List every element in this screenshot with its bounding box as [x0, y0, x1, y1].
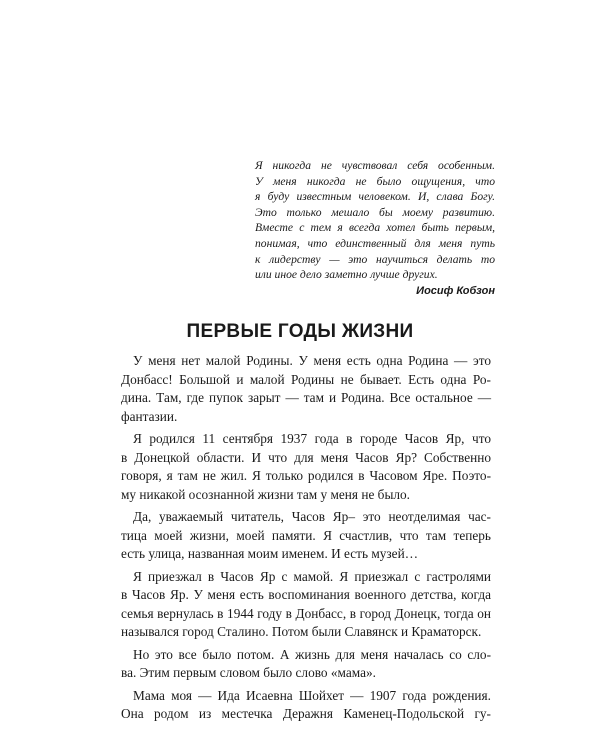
epigraph-line: или иное дело заметно лучше других. — [255, 268, 438, 282]
text-line: му никакой осознанной жизни там у меня не было. — [121, 486, 410, 502]
paragraph — [121, 646, 491, 683]
text-line: тица моей жизни, моей памяти. Я счастлив, что там теперь — [121, 527, 491, 543]
epigraph-line: к лидерству — это научиться делать то — [255, 252, 495, 266]
text-line: дина. Там, где пупок зарыт — там и Родина. Все остальное — — [121, 390, 491, 405]
text-line: Но это все было потом. А жизнь для меня началась со сло- — [133, 646, 491, 662]
text-line: Донбасс! Большой и малой Родины не бывает. Есть одна Ро- — [121, 371, 491, 387]
epigraph-line: Вместе с тем я всегда хотел быть первым, — [255, 221, 495, 235]
text-line: семья вернулась в 1944 году в Донбасс, в город Донецк, тогда он — [121, 605, 491, 621]
text-line: в Часов Яр. У меня есть воспоминания военного детства, когда — [121, 587, 491, 602]
text-line: Я приезжал в Часов Яр с мамой. Я приезжал с гастролями — [133, 568, 491, 584]
epigraph-line: Я никогда не чувствовал себя особенным. — [255, 159, 495, 172]
paragraph — [121, 508, 491, 564]
body-text — [121, 352, 491, 724]
chapter-title: ПЕРВЫЕ ГОДЫ ЖИЗНИ — [186, 321, 414, 342]
text-line: в Донецкой области. И что для меня Часов Яр? Собственно — [121, 449, 491, 465]
paragraph — [121, 430, 491, 504]
epigraph — [255, 158, 495, 299]
text-line: назывался город Сталино. Потом были Славянск и Краматорск. — [121, 624, 482, 639]
text-line: есть улица, названная моим именем. И есть музей… — [121, 546, 418, 561]
text-line: ва. Этим первым словом было слово «мама». — [121, 665, 376, 680]
paragraph — [121, 352, 491, 426]
text-line: У меня нет малой Родины. У меня есть одна Родина — это — [133, 353, 491, 368]
epigraph-line: У меня никогда не было ощущения, что — [255, 174, 495, 188]
text-line: Мама моя — Ида Исаевна Шойхет — 1907 года рождения. — [133, 687, 491, 703]
text-line: говоря, я там не жил. Я только родился в Часовом Яре. Поэто- — [121, 468, 491, 483]
epigraph-line: Это только мешало бы моему развитию. — [255, 205, 495, 219]
text-line: Я родился 11 сентября 1937 года в городе Часов Яр, что — [133, 431, 491, 446]
paragraph — [121, 687, 491, 724]
text-line: фантазии. — [121, 408, 178, 424]
text-line: Она родом из местечка Деражня Каменец-Подольской гу- — [121, 706, 491, 721]
epigraph-line: понимая, что единственный для меня путь — [255, 236, 495, 250]
epigraph-author: Иосиф Кобзон — [416, 284, 495, 297]
epigraph-line: я буду известным человеком. И, слава Богу. — [255, 190, 495, 204]
text-line: Да, уважаемый читатель, Часов Яр– это неотделимая час- — [133, 509, 491, 524]
paragraph — [121, 568, 491, 642]
